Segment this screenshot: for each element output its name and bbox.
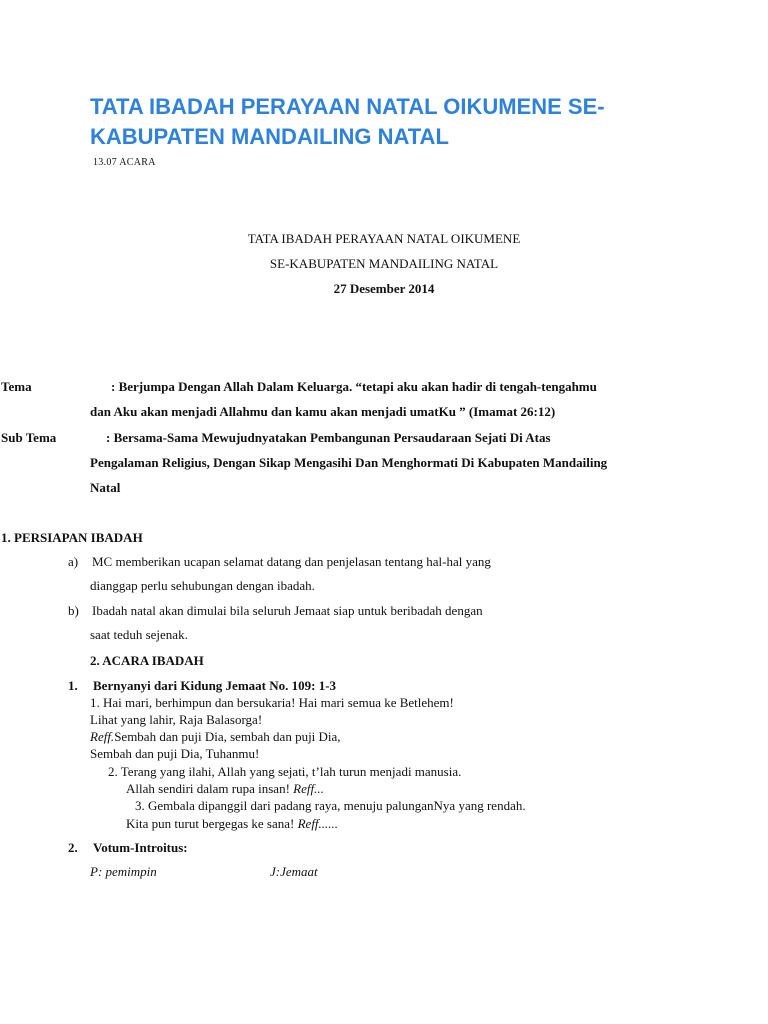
list-item-marker: b) (68, 603, 79, 618)
subtema-line3: Natal (90, 480, 121, 495)
center-heading-line2: SE-KABUPATEN MANDAILING NATAL (269, 256, 499, 271)
lyric-line: 2. Terang yang ilahi, Allah yang sejati, t’lah turun menjadi manusia. (108, 764, 462, 779)
lyric-line: Sembah dan puji Dia, Tuhanmu! (90, 746, 260, 761)
lyric-line: Lihat yang lahir, Raja Balasorga! (90, 712, 263, 727)
lyric-line (126, 781, 324, 797)
center-heading-line1: TATA IBADAH PERAYAAN NATAL OIKUMENE (247, 231, 521, 246)
acara-heading: 2. ACARA IBADAH (90, 653, 204, 668)
tema-line2: dan Aku akan menjadi Allahmu dan kamu akan menjadi umatKu ” (Imamat 26:12) (90, 404, 556, 419)
lyric-line-reff (90, 729, 341, 745)
reff-label: Reff...... (297, 816, 339, 831)
lyric-line (126, 816, 338, 832)
document-subtitle: 13.07 ACARA (93, 157, 156, 168)
center-heading-date: 27 Desember 2014 (333, 281, 435, 296)
lyric-text: Allah sendiri dalam rupa insan! (126, 781, 294, 796)
list-item-text: saat teduh sejenak. (90, 627, 188, 642)
list-item-text: Ibadah natal akan dimulai bila seluruh Jemaat siap untuk beribadah dengan (92, 603, 483, 618)
reff-label: Reff... (293, 781, 324, 796)
tema-line1: : Berjumpa Dengan Allah Dalam Keluarga. “tetapi aku akan hadir di tengah-tengahmu (111, 379, 597, 394)
acara-item1-title: Bernyanyi dari Kidung Jemaat No. 109: 1-3 (93, 678, 337, 693)
jemaat-label: J:Jemaat (270, 864, 318, 879)
acara-item2-number: 2. (68, 840, 78, 855)
reff-label: Reff. (90, 729, 115, 744)
persiapan-heading: 1. PERSIAPAN IBADAH (1, 530, 143, 545)
list-item-text: MC memberikan ucapan selamat datang dan penjelasan tentang hal-hal yang (92, 554, 491, 569)
lyric-line: 3. Gembala dipanggil dari padang raya, menuju palunganNya yang rendah. (135, 798, 526, 813)
lyric-text: Kita pun turut bergegas ke sana! (126, 816, 298, 831)
subtema-line1: : Bersama-Sama Mewujudnyatakan Pembangunan Persaudaraan Sejati Di Atas (106, 430, 551, 445)
document-title: TATA IBADAH PERAYAAN NATAL OIKUMENE SE-KABUPATEN MANDAILING NATAL (90, 94, 605, 149)
tema-label: Tema (1, 379, 32, 394)
list-item-marker: a) (68, 554, 79, 569)
subtema-line2: Pengalaman Religius, Dengan Sikap Mengasihi Dan Menghormati Di Kabupaten Mandailing (90, 455, 608, 470)
acara-item2-title: Votum-Introitus: (93, 840, 188, 855)
list-item-text: dianggap perlu sehubungan dengan ibadah. (90, 578, 315, 593)
subtema-label: Sub Tema (1, 430, 57, 445)
lyric-text: Sembah dan puji Dia, sembah dan puji Dia, (114, 729, 341, 744)
pemimpin-label: P: pemimpin (90, 864, 157, 879)
lyric-line: 1. Hai mari, berhimpun dan bersukaria! Hai mari semua ke Betlehem! (90, 695, 454, 710)
acara-item1-number: 1. (68, 678, 78, 693)
